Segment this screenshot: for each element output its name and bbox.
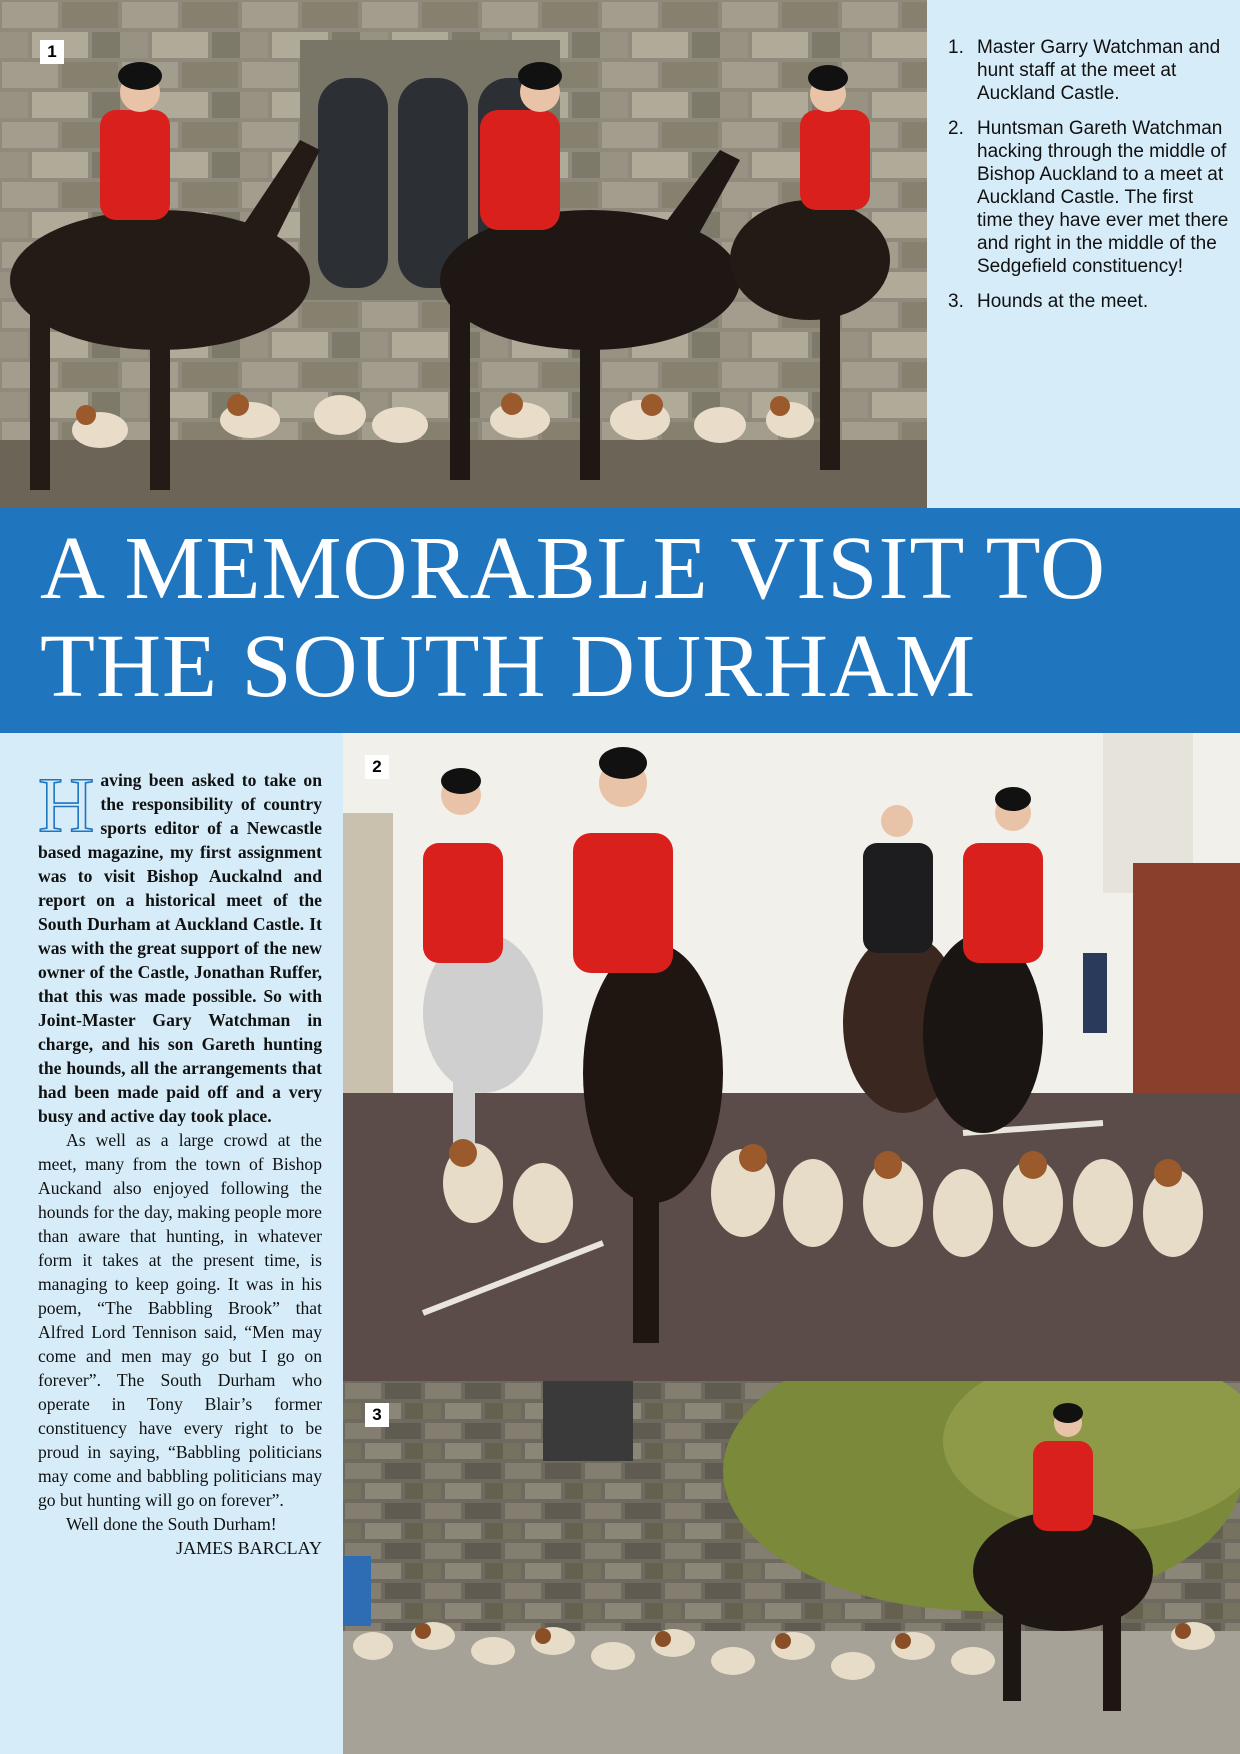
photo-number-badge: 2 [365, 755, 389, 779]
photo-number-badge: 1 [40, 40, 64, 64]
photo-number-badge: 3 [365, 1403, 389, 1427]
photo-huntsman-in-town [343, 733, 1240, 1381]
headline [40, 520, 1230, 716]
caption-number: 1. [948, 37, 964, 58]
caption-number: 2. [948, 118, 964, 139]
caption-item [948, 290, 1230, 313]
article-body [38, 761, 322, 1560]
photo-1-illustration [0, 0, 927, 508]
caption-item [948, 36, 1230, 105]
photo-hunt-staff-at-castle [0, 0, 927, 508]
caption-number: 3. [948, 291, 964, 312]
caption-text: Huntsman Gareth Watchman hacking through the middle of Bishop Auckland to a meet at Auckland Castle. The first time they have ever met there and right in the middle of the Sedgefield constituency! [977, 118, 1229, 277]
headline-line-2: THE SOUTH DURHAM [40, 617, 976, 716]
photo-2-illustration [343, 733, 1240, 1381]
article-paragraph [38, 761, 322, 1128]
caption-text: Master Garry Watchman and hunt staff at the meet at Auckland Castle. [977, 37, 1221, 104]
caption-item [948, 117, 1230, 278]
byline: JAMES BARCLAY [176, 1538, 322, 1558]
headline-line-1: A MEMORABLE VISIT TO [40, 519, 1106, 618]
caption-text: Hounds at the meet. [977, 291, 1149, 312]
photo-3-illustration [343, 1381, 1240, 1754]
photo-captions [948, 36, 1230, 325]
drop-cap: H [38, 761, 95, 848]
photo-hounds-at-meet [343, 1381, 1240, 1754]
paragraph-text: aving been asked to take on the responsibility of country sports editor of a Newcastle based magazine, my first assignment was to visit Bishop Auckalnd and report on a historical meet of the South Durham at Auckland Castle. It was with the great support of the new owner of the Castle, Jonathan Ruffer, that this was made possible. So with Joint-Master Gary Watchman in charge, and his son Gareth hunting the hounds, all the arrangements that had been made paid off and a very busy and active day took place. [38, 770, 322, 1126]
article-paragraph: As well as a large crowd at the meet, many from the town of Bishop Auckand also enjoyed following the hounds for the day, making people more than aware that hunting, in whatever form it takes at the present time, is managing to keep going. It was in his poem, “The Babbling Brook” that Alfred Lord Tennison said, “Men may come and men may go but I go on forever”. The South Durham who operate in Tony Blair’s former constituency have every right to be proud in saying, “Babbling politicians may come and babbling politicians may go but hunting will go on forever”. [38, 1130, 322, 1510]
article-paragraph: Well done the South Durham! [66, 1514, 277, 1534]
